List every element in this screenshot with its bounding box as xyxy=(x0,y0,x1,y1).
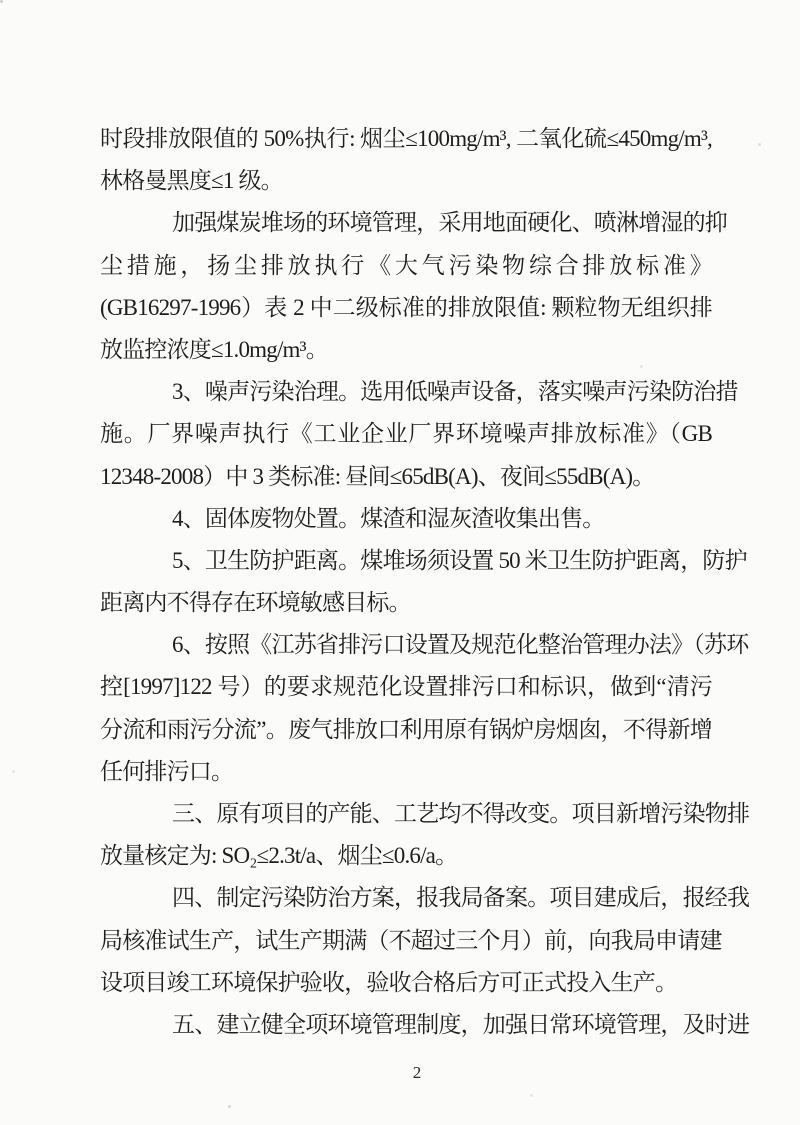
text-line: 时段排放限值的 50%执行: 烟尘≤100mg/m³, 二氧化硫≤450mg/m³, xyxy=(100,126,712,151)
text-line: 任何排污口。 xyxy=(100,758,234,784)
text-line: 5、卫生防护距离。煤堆场须设置 50 米卫生防护距离，防护 xyxy=(172,547,747,573)
text-line: 控[1997]122 号）的要求规范化设置排污口和标识，做到“清污 xyxy=(100,674,712,700)
document-body xyxy=(100,118,750,1046)
text-line: 施。厂界噪声执行《工业企业厂界环境噪声排放标准》（GB xyxy=(100,421,712,447)
text-line: 距离内不得存在环境敏感目标。 xyxy=(100,590,411,616)
text-line: 放监控浓度≤1.0mg/m³。 xyxy=(100,336,328,362)
text-line: 尘措施，扬尘排放执行《大气污染物综合排放标准》 xyxy=(100,252,712,278)
text-line: 6、按照《江苏省排污口设置及规范化整治管理办法》（苏环 xyxy=(172,632,749,658)
text-line: 分流和雨污分流”。废气排放口利用原有锅炉房烟囱，不得新增 xyxy=(100,716,712,742)
text-line: 四、制定污染防治方案，报我局备案。项目建成后，报经我 xyxy=(172,885,750,911)
page-number: 2 xyxy=(412,1063,422,1082)
text-line: 放量核定为: SO₂≤2.3t/a、烟尘≤0.6/a。 xyxy=(100,843,458,869)
text-line: 设项目竣工环境保护验收，验收合格后方可正式投入生产。 xyxy=(100,969,678,995)
text-line: (GB16297-1996）表 2 中二级标准的排放限值: 颗粒物无组织排 xyxy=(100,294,712,320)
text-line: 12348-2008）中 3 类标准: 昼间≤65dB(A)、夜间≤55dB(A)。 xyxy=(100,463,655,489)
text-line: 4、固体废物处置。煤渣和湿灰渣收集出售。 xyxy=(172,505,605,531)
text-line: 林格曼黑度≤1 级。 xyxy=(100,168,283,194)
text-line: 3、噪声污染治理。选用低噪声设备，落实噪声污染防治措 xyxy=(172,379,738,405)
text-line: 五、建立健全项环境管理制度，加强日常环境管理，及时进 xyxy=(172,1011,750,1037)
text-line: 加强煤炭堆场的环境管理，采用地面硬化、喷淋增湿的抑 xyxy=(172,210,728,236)
text-line: 局核准试生产，试生产期满（不超过三个月）前，向我局申请建 xyxy=(100,927,722,953)
text-line: 三、原有项目的产能、工艺均不得改变。项目新增污染物排 xyxy=(172,801,750,826)
